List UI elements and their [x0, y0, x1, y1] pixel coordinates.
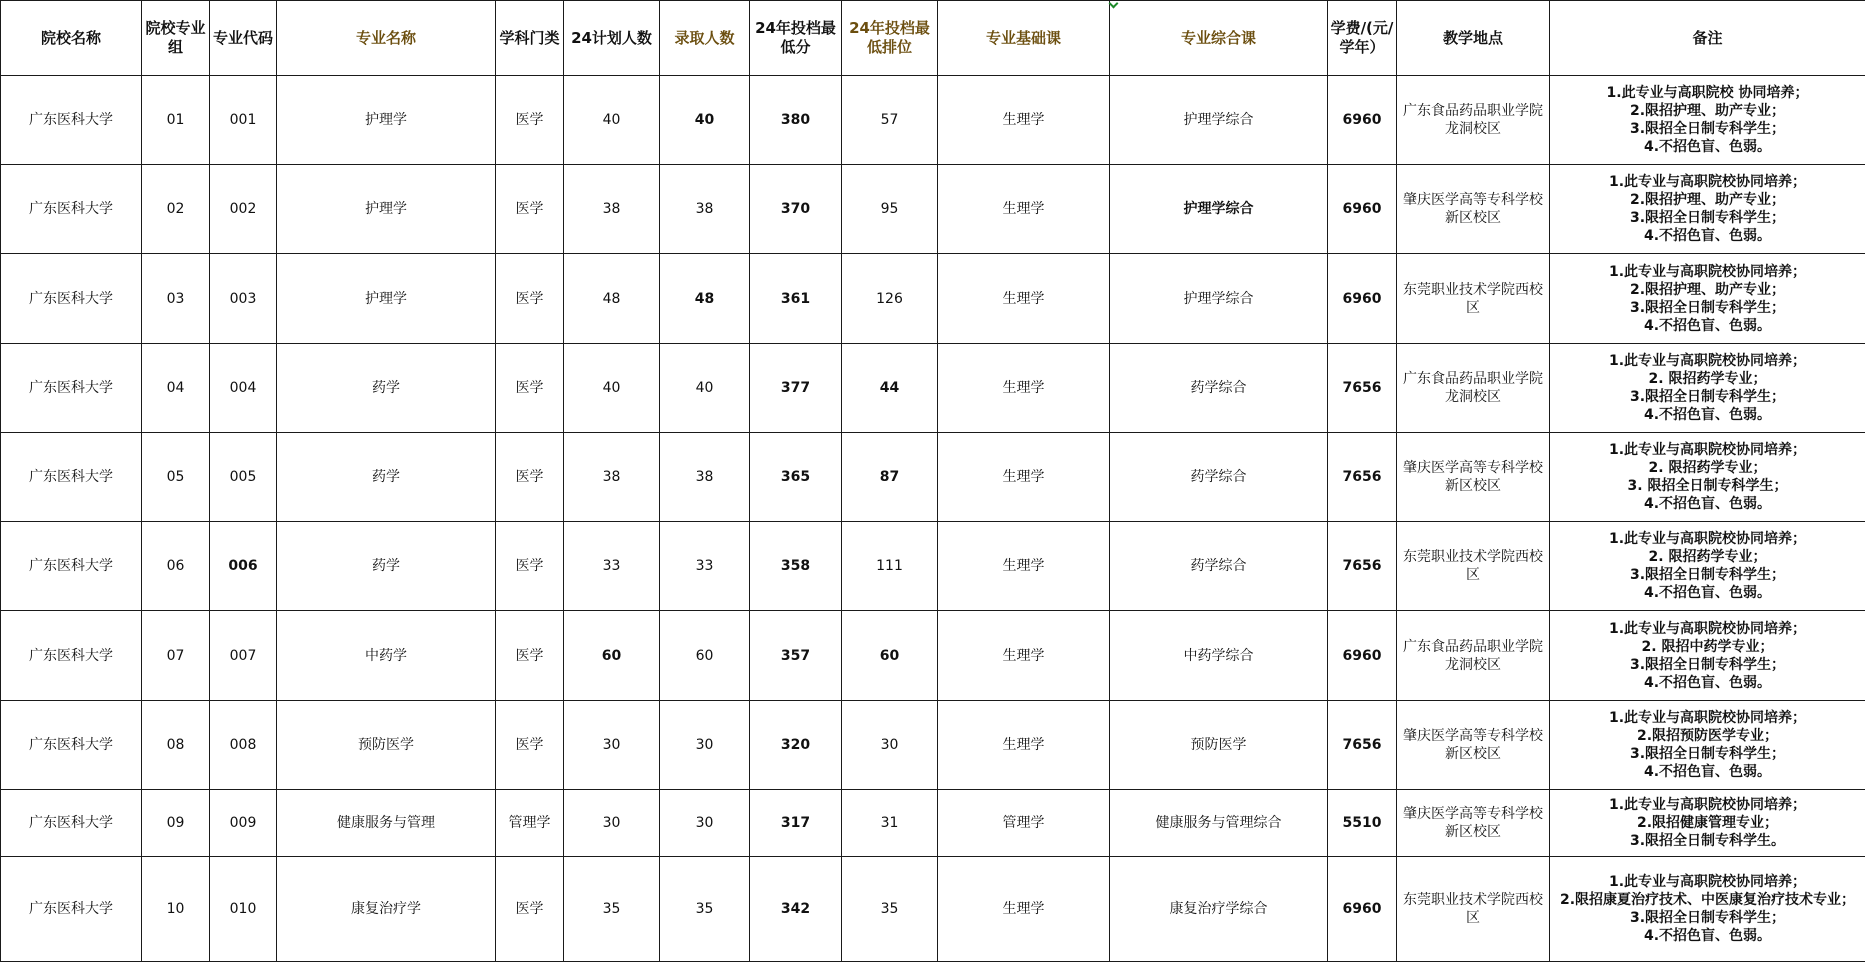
- header-plan-count[interactable]: 24计划人数: [564, 1, 660, 76]
- header-min-score[interactable]: 24年投档最低分: [750, 1, 842, 76]
- remark-line: 4.不招色盲、色弱。: [1643, 407, 1772, 423]
- cell-group[interactable]: 08: [142, 701, 210, 790]
- remark-line: 4.不招色盲、色弱。: [1643, 139, 1772, 155]
- cell-comprehensive-course[interactable]: 预防医学: [1110, 701, 1328, 790]
- cell-group[interactable]: 10: [142, 857, 210, 962]
- remark-line: 1.此专业与高职院校协同培养；: [1608, 531, 1807, 547]
- remark-line: 2. 限招药学专业；: [1648, 371, 1767, 387]
- cell-base-course[interactable]: 生理学: [938, 165, 1110, 254]
- cell-remarks[interactable]: [1550, 254, 1865, 344]
- cell-group[interactable]: 05: [142, 433, 210, 522]
- cell-category[interactable]: 医学: [496, 344, 564, 433]
- cell-tuition[interactable]: 6960: [1328, 165, 1397, 254]
- cell-min-score[interactable]: 370: [750, 165, 842, 254]
- cell-comprehensive-course[interactable]: 健康服务与管理综合: [1110, 790, 1328, 857]
- cell-category[interactable]: 管理学: [496, 790, 564, 857]
- remark-line: 3.限招全日制专科学生；: [1629, 299, 1786, 316]
- cell-plan-count[interactable]: 48: [564, 254, 660, 344]
- remark-line: 3.限招全日制专科学生；: [1629, 746, 1786, 762]
- cell-base-course[interactable]: 生理学: [938, 701, 1110, 790]
- cell-remarks[interactable]: [1550, 433, 1865, 522]
- cell-location[interactable]: 广东食品药品职业学院龙洞校区: [1397, 344, 1550, 433]
- header-code[interactable]: 专业代码: [210, 1, 277, 76]
- cell-tuition[interactable]: 6960: [1328, 611, 1397, 701]
- cell-code[interactable]: 002: [210, 165, 277, 254]
- cell-group[interactable]: 06: [142, 522, 210, 611]
- table-row: [1, 857, 1865, 962]
- table-row: [1, 344, 1865, 433]
- remark-line: 3. 限招全日制专科学生；: [1627, 478, 1788, 494]
- cell-admitted[interactable]: 40: [660, 344, 750, 433]
- remark-line: 3.限招全日制专科学生；: [1629, 910, 1786, 926]
- cell-base-course[interactable]: 生理学: [938, 254, 1110, 344]
- cell-tuition[interactable]: 7656: [1328, 701, 1397, 790]
- header-group[interactable]: 院校专业组: [142, 1, 210, 76]
- cell-location[interactable]: 广东食品药品职业学院龙洞校区: [1397, 76, 1550, 165]
- remark-line: 1.此专业与高职院校协同培养；: [1608, 710, 1807, 726]
- cell-location[interactable]: 肇庆医学高等专科学校新区校区: [1397, 165, 1550, 254]
- cell-admitted[interactable]: 30: [660, 790, 750, 857]
- cell-school-name[interactable]: 广东医科大学: [1, 611, 142, 701]
- cell-tuition[interactable]: 6960: [1328, 857, 1397, 962]
- cell-school-name[interactable]: 广东医科大学: [1, 701, 142, 790]
- cell-plan-count[interactable]: 30: [564, 790, 660, 857]
- cell-base-course[interactable]: 生理学: [938, 76, 1110, 165]
- cell-plan-count[interactable]: 30: [564, 701, 660, 790]
- header-location[interactable]: 教学地点: [1397, 1, 1550, 76]
- cell-major-name[interactable]: 预防医学: [277, 701, 496, 790]
- table-row: [1, 790, 1865, 857]
- remark-line: 2.限招康夏治疗技术、中医康复治疗技术专业；: [1559, 892, 1856, 908]
- cell-major-name[interactable]: 药学: [277, 433, 496, 522]
- cell-admitted[interactable]: 40: [660, 76, 750, 165]
- cell-min-score[interactable]: 358: [750, 522, 842, 611]
- remark-line: 3.限招全日制专科学生；: [1629, 389, 1786, 405]
- cell-comprehensive-course[interactable]: 护理学综合: [1110, 165, 1328, 254]
- table-row: [1, 165, 1865, 254]
- cell-admitted[interactable]: 33: [660, 522, 750, 611]
- remark-line: 4.不招色盲、色弱。: [1643, 928, 1772, 944]
- cell-code[interactable]: 010: [210, 857, 277, 962]
- cell-school-name[interactable]: 广东医科大学: [1, 254, 142, 344]
- cell-admitted[interactable]: 38: [660, 433, 750, 522]
- remark-line: 3.限招全日制专科学生；: [1629, 210, 1786, 226]
- cell-plan-count[interactable]: 33: [564, 522, 660, 611]
- remark-line: 4.不招色盲、色弱。: [1643, 317, 1772, 334]
- cell-min-rank[interactable]: 87: [842, 433, 938, 522]
- cell-code[interactable]: 008: [210, 701, 277, 790]
- cell-group[interactable]: 09: [142, 790, 210, 857]
- cell-comprehensive-course[interactable]: 中药学综合: [1110, 611, 1328, 701]
- cell-code[interactable]: 003: [210, 254, 277, 344]
- cell-tuition[interactable]: 5510: [1328, 790, 1397, 857]
- cell-comprehensive-course[interactable]: 药学综合: [1110, 433, 1328, 522]
- cell-category[interactable]: 医学: [496, 165, 564, 254]
- cell-min-score[interactable]: 317: [750, 790, 842, 857]
- remark-line: 4.不招色盲、色弱。: [1643, 228, 1772, 244]
- cell-category[interactable]: 医学: [496, 522, 564, 611]
- cell-min-rank[interactable]: 126: [842, 254, 938, 344]
- cell-base-course[interactable]: 生理学: [938, 522, 1110, 611]
- cell-category[interactable]: 医学: [496, 857, 564, 962]
- table-row: [1, 522, 1865, 611]
- cell-group[interactable]: 03: [142, 254, 210, 344]
- header-major-name[interactable]: 专业名称: [277, 1, 496, 76]
- header-school-name[interactable]: 院校名称: [1, 1, 142, 76]
- cell-tuition[interactable]: 7656: [1328, 433, 1397, 522]
- table-row: [1, 76, 1865, 165]
- cell-min-rank[interactable]: 57: [842, 76, 938, 165]
- cell-major-name[interactable]: 药学: [277, 344, 496, 433]
- cell-admitted[interactable]: 30: [660, 701, 750, 790]
- table-row: [1, 433, 1865, 522]
- cell-school-name[interactable]: 广东医科大学: [1, 165, 142, 254]
- cell-admitted[interactable]: 38: [660, 165, 750, 254]
- cell-min-score[interactable]: 377: [750, 344, 842, 433]
- remark-line: 3.限招全日制专科学生；: [1629, 656, 1786, 673]
- remark-line: 1.此专业与高职院校协同培养；: [1608, 874, 1807, 890]
- cell-category[interactable]: 医学: [496, 433, 564, 522]
- cell-min-rank[interactable]: 95: [842, 165, 938, 254]
- remark-line: 2.限招护理、助产专业；: [1629, 281, 1786, 298]
- cell-min-score[interactable]: 365: [750, 433, 842, 522]
- cell-min-rank[interactable]: 35: [842, 857, 938, 962]
- header-row: [1, 1, 1865, 76]
- table-row: [1, 611, 1865, 701]
- cell-group[interactable]: 07: [142, 611, 210, 701]
- cell-min-score[interactable]: 361: [750, 254, 842, 344]
- cell-min-rank[interactable]: 31: [842, 790, 938, 857]
- cell-code[interactable]: 007: [210, 611, 277, 701]
- header-admitted[interactable]: 录取人数: [660, 1, 750, 76]
- cell-school-name[interactable]: 广东医科大学: [1, 522, 142, 611]
- remark-line: 1.此专业与高职院校协同培养；: [1608, 442, 1807, 458]
- cell-school-name[interactable]: 广东医科大学: [1, 857, 142, 962]
- cell-code[interactable]: 009: [210, 790, 277, 857]
- cell-plan-count[interactable]: 35: [564, 857, 660, 962]
- cell-major-name[interactable]: 康复治疗学: [277, 857, 496, 962]
- remark-line: 2.限招护理、助产专业；: [1629, 192, 1786, 208]
- cell-remarks[interactable]: [1550, 611, 1865, 701]
- cell-plan-count[interactable]: 60: [564, 611, 660, 701]
- remark-line: 2.限招健康管理专业；: [1636, 815, 1779, 831]
- cell-school-name[interactable]: 广东医科大学: [1, 76, 142, 165]
- remark-line: 2. 限招中药学专业；: [1641, 638, 1774, 655]
- cell-plan-count[interactable]: 40: [564, 76, 660, 165]
- cell-remarks[interactable]: [1550, 701, 1865, 790]
- cell-min-score[interactable]: 357: [750, 611, 842, 701]
- cell-school-name[interactable]: 广东医科大学: [1, 790, 142, 857]
- cell-location[interactable]: 东莞职业技术学院西校区: [1397, 522, 1550, 611]
- header-category[interactable]: 学科门类: [496, 1, 564, 76]
- remark-line: 2. 限招药学专业；: [1648, 460, 1767, 476]
- header-base-course[interactable]: 专业基础课: [938, 1, 1110, 76]
- cell-group[interactable]: 01: [142, 76, 210, 165]
- cell-major-name[interactable]: 健康服务与管理: [277, 790, 496, 857]
- cell-admitted[interactable]: 35: [660, 857, 750, 962]
- cell-plan-count[interactable]: 38: [564, 433, 660, 522]
- cell-comprehensive-course[interactable]: 药学综合: [1110, 344, 1328, 433]
- table-row: [1, 701, 1865, 790]
- cell-tuition[interactable]: 7656: [1328, 344, 1397, 433]
- cell-school-name[interactable]: 广东医科大学: [1, 433, 142, 522]
- cell-location[interactable]: 东莞职业技术学院西校区: [1397, 857, 1550, 962]
- remark-line: 4.不招色盲、色弱。: [1643, 764, 1772, 780]
- cell-remarks[interactable]: [1550, 857, 1865, 962]
- table-row: [1, 254, 1865, 344]
- cell-comprehensive-course[interactable]: 护理学综合: [1110, 76, 1328, 165]
- cell-tuition[interactable]: 6960: [1328, 76, 1397, 165]
- remark-line: 4.不招色盲、色弱。: [1643, 585, 1772, 601]
- cell-major-name[interactable]: 药学: [277, 522, 496, 611]
- header-comprehensive-course[interactable]: 专业综合课: [1110, 1, 1328, 76]
- remark-line: 1.此专业与高职院校协同培养；: [1608, 353, 1807, 369]
- header-tuition[interactable]: 学费/(元/学年）: [1328, 1, 1397, 76]
- cell-category[interactable]: 医学: [496, 701, 564, 790]
- cell-code[interactable]: 006: [210, 522, 277, 611]
- remark-line: 1.此专业与高职院校协同培养；: [1608, 620, 1807, 637]
- cell-tuition[interactable]: 7656: [1328, 522, 1397, 611]
- remark-line: 2. 限招药学专业；: [1648, 549, 1767, 565]
- cell-major-name[interactable]: 护理学: [277, 165, 496, 254]
- cell-location[interactable]: 东莞职业技术学院西校区: [1397, 254, 1550, 344]
- cell-base-course[interactable]: 生理学: [938, 433, 1110, 522]
- remark-line: 3.限招全日制专科学生；: [1629, 121, 1786, 137]
- cell-comprehensive-course[interactable]: 护理学综合: [1110, 254, 1328, 344]
- remark-line: 1.此专业与高职院校协同培养；: [1608, 797, 1807, 813]
- cell-comprehensive-course[interactable]: 康复治疗学综合: [1110, 857, 1328, 962]
- remark-line: 2.限招护理、助产专业；: [1629, 103, 1786, 119]
- cell-remarks[interactable]: [1550, 76, 1865, 165]
- cell-school-name[interactable]: 广东医科大学: [1, 344, 142, 433]
- cell-group[interactable]: 02: [142, 165, 210, 254]
- cell-plan-count[interactable]: 40: [564, 344, 660, 433]
- cell-location[interactable]: 广东食品药品职业学院龙洞校区: [1397, 611, 1550, 701]
- cell-min-rank[interactable]: 30: [842, 701, 938, 790]
- cell-admitted[interactable]: 60: [660, 611, 750, 701]
- header-remarks[interactable]: 备注: [1550, 1, 1865, 76]
- cell-category[interactable]: 医学: [496, 611, 564, 701]
- cell-remarks[interactable]: [1550, 522, 1865, 611]
- cell-code[interactable]: 001: [210, 76, 277, 165]
- cell-base-course[interactable]: 生理学: [938, 857, 1110, 962]
- cell-min-rank[interactable]: 60: [842, 611, 938, 701]
- cell-major-name[interactable]: 护理学: [277, 76, 496, 165]
- cell-remarks[interactable]: [1550, 344, 1865, 433]
- cell-base-course[interactable]: 管理学: [938, 790, 1110, 857]
- remark-line: 1.此专业与高职院校 协同培养；: [1606, 85, 1809, 101]
- cell-base-course[interactable]: 生理学: [938, 344, 1110, 433]
- cell-min-score[interactable]: 320: [750, 701, 842, 790]
- cell-admitted[interactable]: 48: [660, 254, 750, 344]
- remark-line: 4.不招色盲、色弱。: [1643, 674, 1772, 691]
- cell-tuition[interactable]: 6960: [1328, 254, 1397, 344]
- table-body: [1, 76, 1865, 962]
- cell-major-name[interactable]: 中药学: [277, 611, 496, 701]
- cell-group[interactable]: 04: [142, 344, 210, 433]
- cell-code[interactable]: 005: [210, 433, 277, 522]
- cell-min-score[interactable]: 380: [750, 76, 842, 165]
- remark-line: 4.不招色盲、色弱。: [1643, 496, 1772, 512]
- cell-major-name[interactable]: 护理学: [277, 254, 496, 344]
- cell-min-score[interactable]: 342: [750, 857, 842, 962]
- cell-min-rank[interactable]: 111: [842, 522, 938, 611]
- remark-line: 1.此专业与高职院校协同培养；: [1608, 263, 1807, 280]
- cell-location[interactable]: 肇庆医学高等专科学校新区校区: [1397, 701, 1550, 790]
- cell-category[interactable]: 医学: [496, 76, 564, 165]
- cell-min-rank[interactable]: 44: [842, 344, 938, 433]
- cell-category[interactable]: 医学: [496, 254, 564, 344]
- remark-line: 3.限招全日制专科学生；: [1629, 567, 1786, 583]
- header-min-rank[interactable]: 24年投档最低排位: [842, 1, 938, 76]
- cell-plan-count[interactable]: 38: [564, 165, 660, 254]
- cell-remarks[interactable]: [1550, 165, 1865, 254]
- cell-code[interactable]: 004: [210, 344, 277, 433]
- remark-line: 1.此专业与高职院校协同培养；: [1608, 174, 1807, 190]
- remark-line: 2.限招预防医学专业；: [1636, 728, 1779, 744]
- cell-comprehensive-course[interactable]: 药学综合: [1110, 522, 1328, 611]
- cell-location[interactable]: 肇庆医学高等专科学校新区校区: [1397, 790, 1550, 857]
- cell-remarks[interactable]: [1550, 790, 1865, 857]
- cell-base-course[interactable]: 生理学: [938, 611, 1110, 701]
- remark-line: 3.限招全日制专科学生。: [1629, 833, 1786, 849]
- cell-location[interactable]: 肇庆医学高等专科学校新区校区: [1397, 433, 1550, 522]
